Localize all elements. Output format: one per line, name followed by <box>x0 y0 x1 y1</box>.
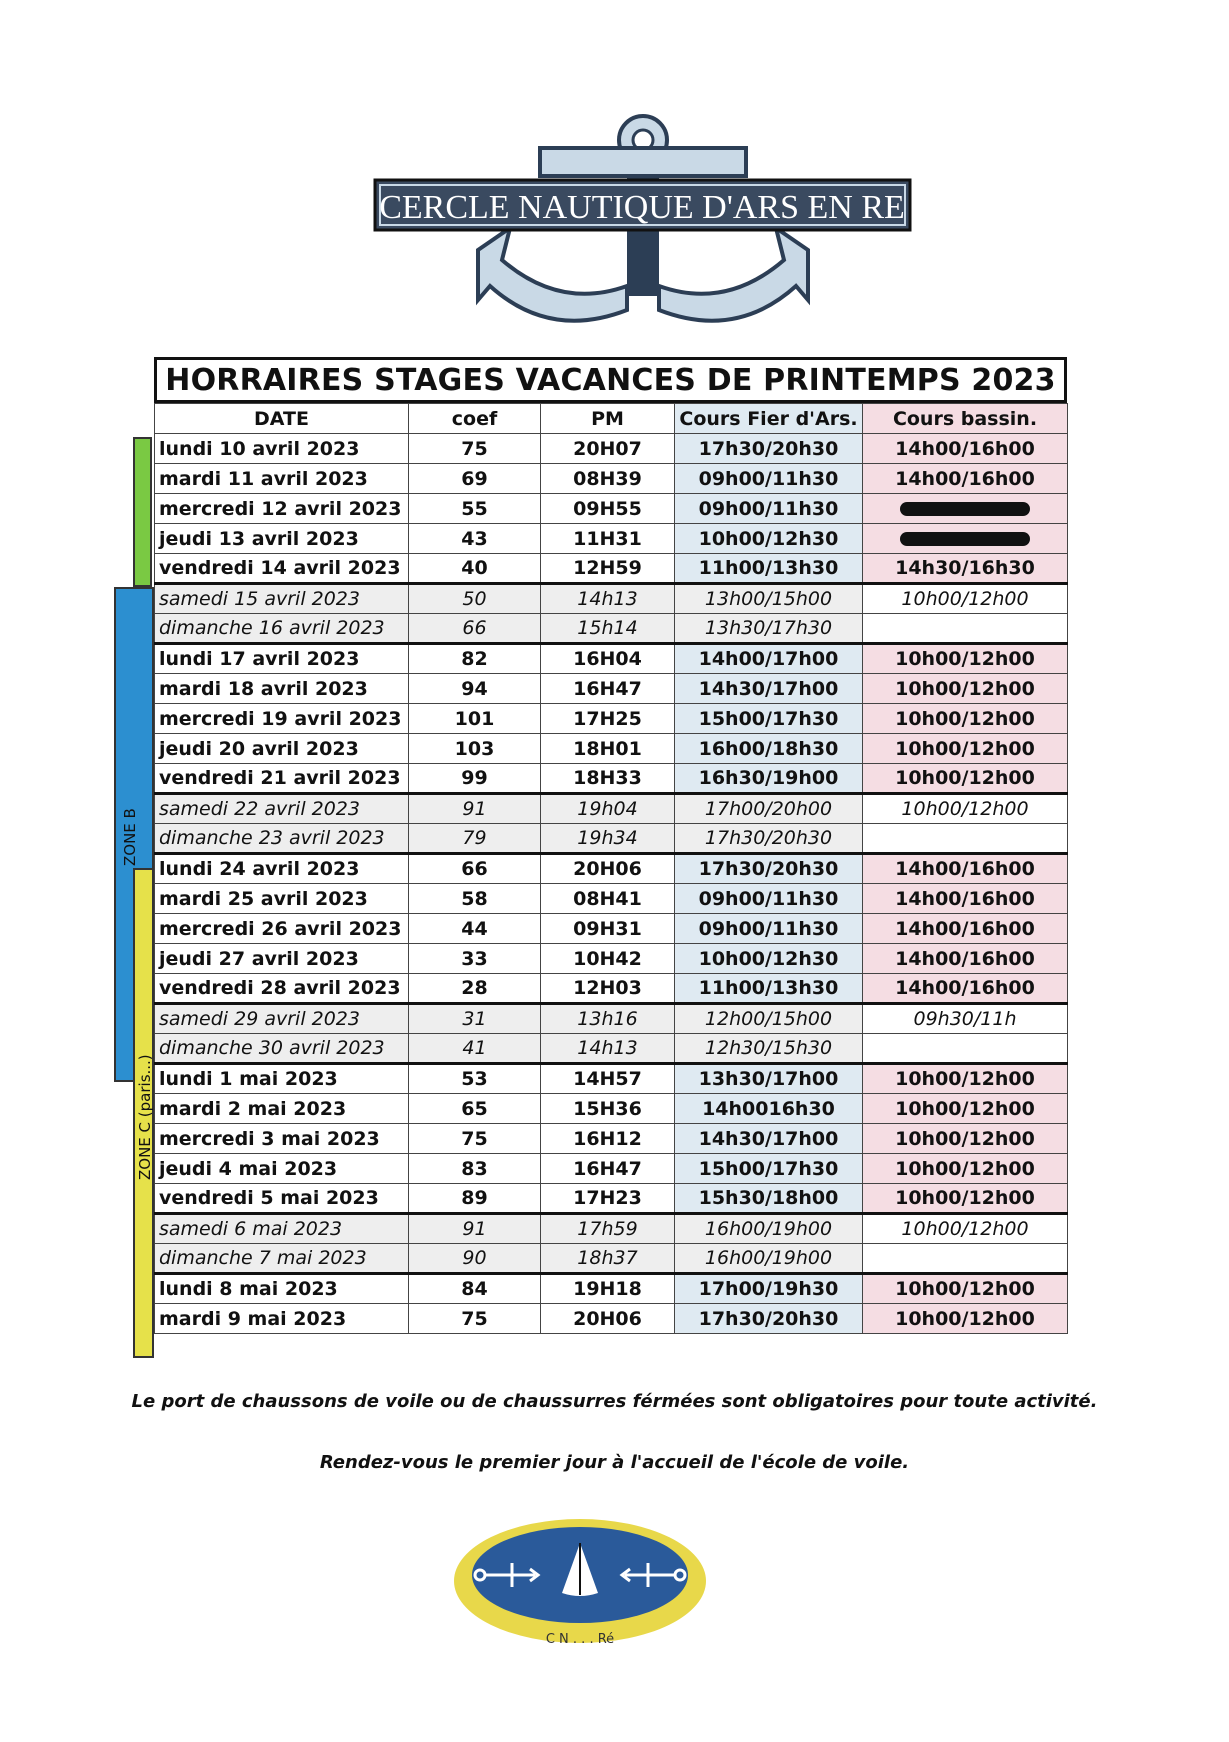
fier-cell: 17h30/20h30 <box>675 824 863 854</box>
coef-cell: 33 <box>409 944 541 974</box>
fier-cell: 09h00/11h30 <box>675 464 863 494</box>
header-coef: coef <box>409 404 541 434</box>
coef-cell: 41 <box>409 1034 541 1064</box>
bassin-cell <box>863 614 1068 644</box>
pm-cell: 14h13 <box>541 584 675 614</box>
date-cell: jeudi 20 avril 2023 <box>155 734 409 764</box>
coef-cell: 101 <box>409 704 541 734</box>
fier-cell: 09h00/11h30 <box>675 884 863 914</box>
fier-cell: 14h0016h30 <box>675 1094 863 1124</box>
fier-cell: 15h30/18h00 <box>675 1184 863 1214</box>
bassin-cell: 10h00/12h00 <box>863 794 1068 824</box>
coef-cell: 65 <box>409 1094 541 1124</box>
coef-cell: 75 <box>409 1304 541 1334</box>
pm-cell: 15h14 <box>541 614 675 644</box>
bassin-cell: 10h00/12h00 <box>863 734 1068 764</box>
date-cell: lundi 10 avril 2023 <box>155 434 409 464</box>
header-pm: PM <box>541 404 675 434</box>
fier-cell: 14h30/17h00 <box>675 674 863 704</box>
table-row <box>155 494 1068 524</box>
fier-cell: 16h00/19h00 <box>675 1214 863 1244</box>
pm-cell: 17h59 <box>541 1214 675 1244</box>
table-row <box>155 914 1068 944</box>
fier-cell: 13h30/17h30 <box>675 614 863 644</box>
coef-cell: 79 <box>409 824 541 854</box>
date-cell: lundi 17 avril 2023 <box>155 644 409 674</box>
fier-cell: 17h00/20h00 <box>675 794 863 824</box>
bassin-cell: 14h00/16h00 <box>863 464 1068 494</box>
table-row <box>155 674 1068 704</box>
coef-cell: 103 <box>409 734 541 764</box>
fier-cell: 09h00/11h30 <box>675 914 863 944</box>
coef-cell: 43 <box>409 524 541 554</box>
footwear-note: Le port de chaussons de voile ou de chaussurres férmées sont obligatoires pour toute activité. <box>131 1391 1098 1412</box>
fier-cell: 16h00/19h00 <box>675 1244 863 1274</box>
date-cell: mercredi 19 avril 2023 <box>155 704 409 734</box>
table-row <box>155 644 1068 674</box>
pm-cell: 09H55 <box>541 494 675 524</box>
coef-cell: 53 <box>409 1064 541 1094</box>
coef-cell: 75 <box>409 434 541 464</box>
date-cell: vendredi 28 avril 2023 <box>155 974 409 1004</box>
fier-cell: 10h00/12h30 <box>675 944 863 974</box>
header-row <box>155 404 1068 434</box>
coef-cell: 58 <box>409 884 541 914</box>
table-row <box>155 524 1068 554</box>
bassin-cell <box>863 824 1068 854</box>
pm-cell: 15H36 <box>541 1094 675 1124</box>
coef-cell: 90 <box>409 1244 541 1274</box>
coef-cell: 84 <box>409 1274 541 1304</box>
coef-cell: 99 <box>409 764 541 794</box>
pm-cell: 20H06 <box>541 854 675 884</box>
coef-cell: 66 <box>409 854 541 884</box>
bassin-cell: 10h00/12h00 <box>863 1094 1068 1124</box>
pm-cell: 17H23 <box>541 1184 675 1214</box>
date-cell: mardi 9 mai 2023 <box>155 1304 409 1334</box>
pm-cell: 16H04 <box>541 644 675 674</box>
coef-cell: 28 <box>409 974 541 1004</box>
fier-cell: 12h00/15h00 <box>675 1004 863 1034</box>
pm-cell: 11H31 <box>541 524 675 554</box>
coef-cell: 83 <box>409 1154 541 1184</box>
bassin-cell: 09h30/11h <box>863 1004 1068 1034</box>
fier-cell: 12h30/15h30 <box>675 1034 863 1064</box>
pm-cell: 14H57 <box>541 1064 675 1094</box>
table-row <box>155 1064 1068 1094</box>
table-row <box>155 1034 1068 1064</box>
fier-cell: 13h30/17h00 <box>675 1064 863 1094</box>
pm-cell: 12H59 <box>541 554 675 584</box>
table-row <box>155 704 1068 734</box>
coef-cell: 44 <box>409 914 541 944</box>
fier-cell: 11h00/13h30 <box>675 974 863 1004</box>
date-cell: samedi 29 avril 2023 <box>155 1004 409 1034</box>
club-logo <box>379 110 905 350</box>
header-date: DATE <box>155 404 409 434</box>
date-cell: samedi 22 avril 2023 <box>155 794 409 824</box>
date-cell: samedi 6 mai 2023 <box>155 1214 409 1244</box>
coef-cell: 94 <box>409 674 541 704</box>
table-row <box>155 1154 1068 1184</box>
header-fier: Cours Fier d'Ars. <box>675 404 863 434</box>
meeting-note: Rendez-vous le premier jour à l'accueil de l'école de voile. <box>319 1452 910 1473</box>
fier-cell: 17h30/20h30 <box>675 854 863 884</box>
fier-cell: 09h00/11h30 <box>675 494 863 524</box>
fier-cell: 16h00/18h30 <box>675 734 863 764</box>
bassin-cell: 14h00/16h00 <box>863 944 1068 974</box>
date-cell: vendredi 14 avril 2023 <box>155 554 409 584</box>
fier-cell: 15h00/17h30 <box>675 1154 863 1184</box>
date-cell: mardi 18 avril 2023 <box>155 674 409 704</box>
table-row <box>155 1094 1068 1124</box>
badge-initials: C N . . . Ré <box>545 1632 615 1647</box>
fier-cell: 16h30/19h00 <box>675 764 863 794</box>
table-row <box>155 614 1068 644</box>
table-row <box>155 1274 1068 1304</box>
pm-cell: 20H07 <box>541 434 675 464</box>
coef-cell: 91 <box>409 794 541 824</box>
bassin-cell: 10h00/12h00 <box>863 1064 1068 1094</box>
pm-cell: 19h04 <box>541 794 675 824</box>
date-cell: dimanche 7 mai 2023 <box>155 1244 409 1274</box>
table-row <box>155 854 1068 884</box>
crossed-out-mark <box>900 532 1030 546</box>
bassin-cell: 10h00/12h00 <box>863 1304 1068 1334</box>
pm-cell: 19h34 <box>541 824 675 854</box>
date-cell: lundi 24 avril 2023 <box>155 854 409 884</box>
pm-cell: 16H12 <box>541 1124 675 1154</box>
date-cell: dimanche 23 avril 2023 <box>155 824 409 854</box>
pm-cell: 18H33 <box>541 764 675 794</box>
coef-cell: 50 <box>409 584 541 614</box>
fier-cell: 13h00/15h00 <box>675 584 863 614</box>
pm-cell: 14h13 <box>541 1034 675 1064</box>
date-cell: mardi 25 avril 2023 <box>155 884 409 914</box>
bassin-cell <box>863 524 1068 554</box>
bassin-cell: 10h00/12h00 <box>863 704 1068 734</box>
coef-cell: 31 <box>409 1004 541 1034</box>
date-cell: mercredi 3 mai 2023 <box>155 1124 409 1154</box>
table-row <box>155 554 1068 584</box>
table-title: HORRAIRES STAGES VACANCES DE PRINTEMPS 2023 <box>154 357 1067 403</box>
coef-cell: 82 <box>409 644 541 674</box>
bassin-cell: 10h00/12h00 <box>863 644 1068 674</box>
pm-cell: 18h37 <box>541 1244 675 1274</box>
date-cell: mardi 2 mai 2023 <box>155 1094 409 1124</box>
table-row <box>155 1244 1068 1274</box>
table-row <box>155 1184 1068 1214</box>
date-cell: vendredi 21 avril 2023 <box>155 764 409 794</box>
pm-cell: 17H25 <box>541 704 675 734</box>
table-row <box>155 794 1068 824</box>
pm-cell: 13h16 <box>541 1004 675 1034</box>
table-row <box>155 944 1068 974</box>
fier-cell: 17h30/20h30 <box>675 434 863 464</box>
fier-cell: 10h00/12h30 <box>675 524 863 554</box>
table-row <box>155 1004 1068 1034</box>
coef-cell: 66 <box>409 614 541 644</box>
date-cell: dimanche 30 avril 2023 <box>155 1034 409 1064</box>
bassin-cell: 10h00/12h00 <box>863 1154 1068 1184</box>
bassin-cell: 14h00/16h00 <box>863 974 1068 1004</box>
date-cell: mercredi 26 avril 2023 <box>155 914 409 944</box>
pm-cell: 16H47 <box>541 674 675 704</box>
schedule-table <box>154 403 1068 1334</box>
bassin-cell: 14h30/16h30 <box>863 554 1068 584</box>
pm-cell: 08H41 <box>541 884 675 914</box>
schedule <box>154 357 1067 1334</box>
pm-cell: 10H42 <box>541 944 675 974</box>
table-row <box>155 584 1068 614</box>
coef-cell: 75 <box>409 1124 541 1154</box>
date-cell: lundi 1 mai 2023 <box>155 1064 409 1094</box>
fier-cell: 14h30/17h00 <box>675 1124 863 1154</box>
bassin-cell: 10h00/12h00 <box>863 764 1068 794</box>
pm-cell: 16H47 <box>541 1154 675 1184</box>
bassin-cell: 10h00/12h00 <box>863 1124 1068 1154</box>
date-cell: jeudi 13 avril 2023 <box>155 524 409 554</box>
bassin-cell: 14h00/16h00 <box>863 854 1068 884</box>
bassin-cell: 10h00/12h00 <box>863 1184 1068 1214</box>
table-row <box>155 734 1068 764</box>
date-cell: jeudi 27 avril 2023 <box>155 944 409 974</box>
table-row <box>155 434 1068 464</box>
bassin-cell: 14h00/16h00 <box>863 914 1068 944</box>
fier-cell: 15h00/17h30 <box>675 704 863 734</box>
date-cell: lundi 8 mai 2023 <box>155 1274 409 1304</box>
coef-cell: 40 <box>409 554 541 584</box>
bassin-cell: 14h00/16h00 <box>863 884 1068 914</box>
table-row <box>155 1214 1068 1244</box>
pm-cell: 08H39 <box>541 464 675 494</box>
date-cell: samedi 15 avril 2023 <box>155 584 409 614</box>
bassin-cell: 14h00/16h00 <box>863 434 1068 464</box>
date-cell: mercredi 12 avril 2023 <box>155 494 409 524</box>
date-cell: jeudi 4 mai 2023 <box>155 1154 409 1184</box>
coef-cell: 89 <box>409 1184 541 1214</box>
table-row <box>155 824 1068 854</box>
coef-cell: 55 <box>409 494 541 524</box>
table-row <box>155 764 1068 794</box>
club-name: CERCLE NAUTIQUE D'ARS EN RE <box>379 189 905 226</box>
table-row <box>155 974 1068 1004</box>
table-row <box>155 884 1068 914</box>
fier-cell: 17h30/20h30 <box>675 1304 863 1334</box>
bassin-cell: 10h00/12h00 <box>863 674 1068 704</box>
coef-cell: 91 <box>409 1214 541 1244</box>
zone-b-label: ZONE B <box>121 808 139 866</box>
bassin-cell: 10h00/12h00 <box>863 1274 1068 1304</box>
fier-cell: 17h00/19h30 <box>675 1274 863 1304</box>
table-row <box>155 1304 1068 1334</box>
pm-cell: 18H01 <box>541 734 675 764</box>
fier-cell: 14h00/17h00 <box>675 644 863 674</box>
bassin-cell <box>863 1244 1068 1274</box>
fier-cell: 11h00/13h30 <box>675 554 863 584</box>
club-badge <box>450 1515 710 1650</box>
zone-a-bar <box>133 437 152 587</box>
bassin-cell: 10h00/12h00 <box>863 584 1068 614</box>
pm-cell: 20H06 <box>541 1304 675 1334</box>
header-bassin: Cours bassin. <box>863 404 1068 434</box>
zone-c-label: ZONE C (paris...) <box>136 1054 154 1180</box>
coef-cell: 69 <box>409 464 541 494</box>
pm-cell: 12H03 <box>541 974 675 1004</box>
date-cell: vendredi 5 mai 2023 <box>155 1184 409 1214</box>
bassin-cell <box>863 1034 1068 1064</box>
table-row <box>155 1124 1068 1154</box>
pm-cell: 09H31 <box>541 914 675 944</box>
pm-cell: 19H18 <box>541 1274 675 1304</box>
table-row <box>155 464 1068 494</box>
date-cell: dimanche 16 avril 2023 <box>155 614 409 644</box>
bassin-cell <box>863 494 1068 524</box>
bassin-cell: 10h00/12h00 <box>863 1214 1068 1244</box>
date-cell: mardi 11 avril 2023 <box>155 464 409 494</box>
crossed-out-mark <box>900 502 1030 516</box>
